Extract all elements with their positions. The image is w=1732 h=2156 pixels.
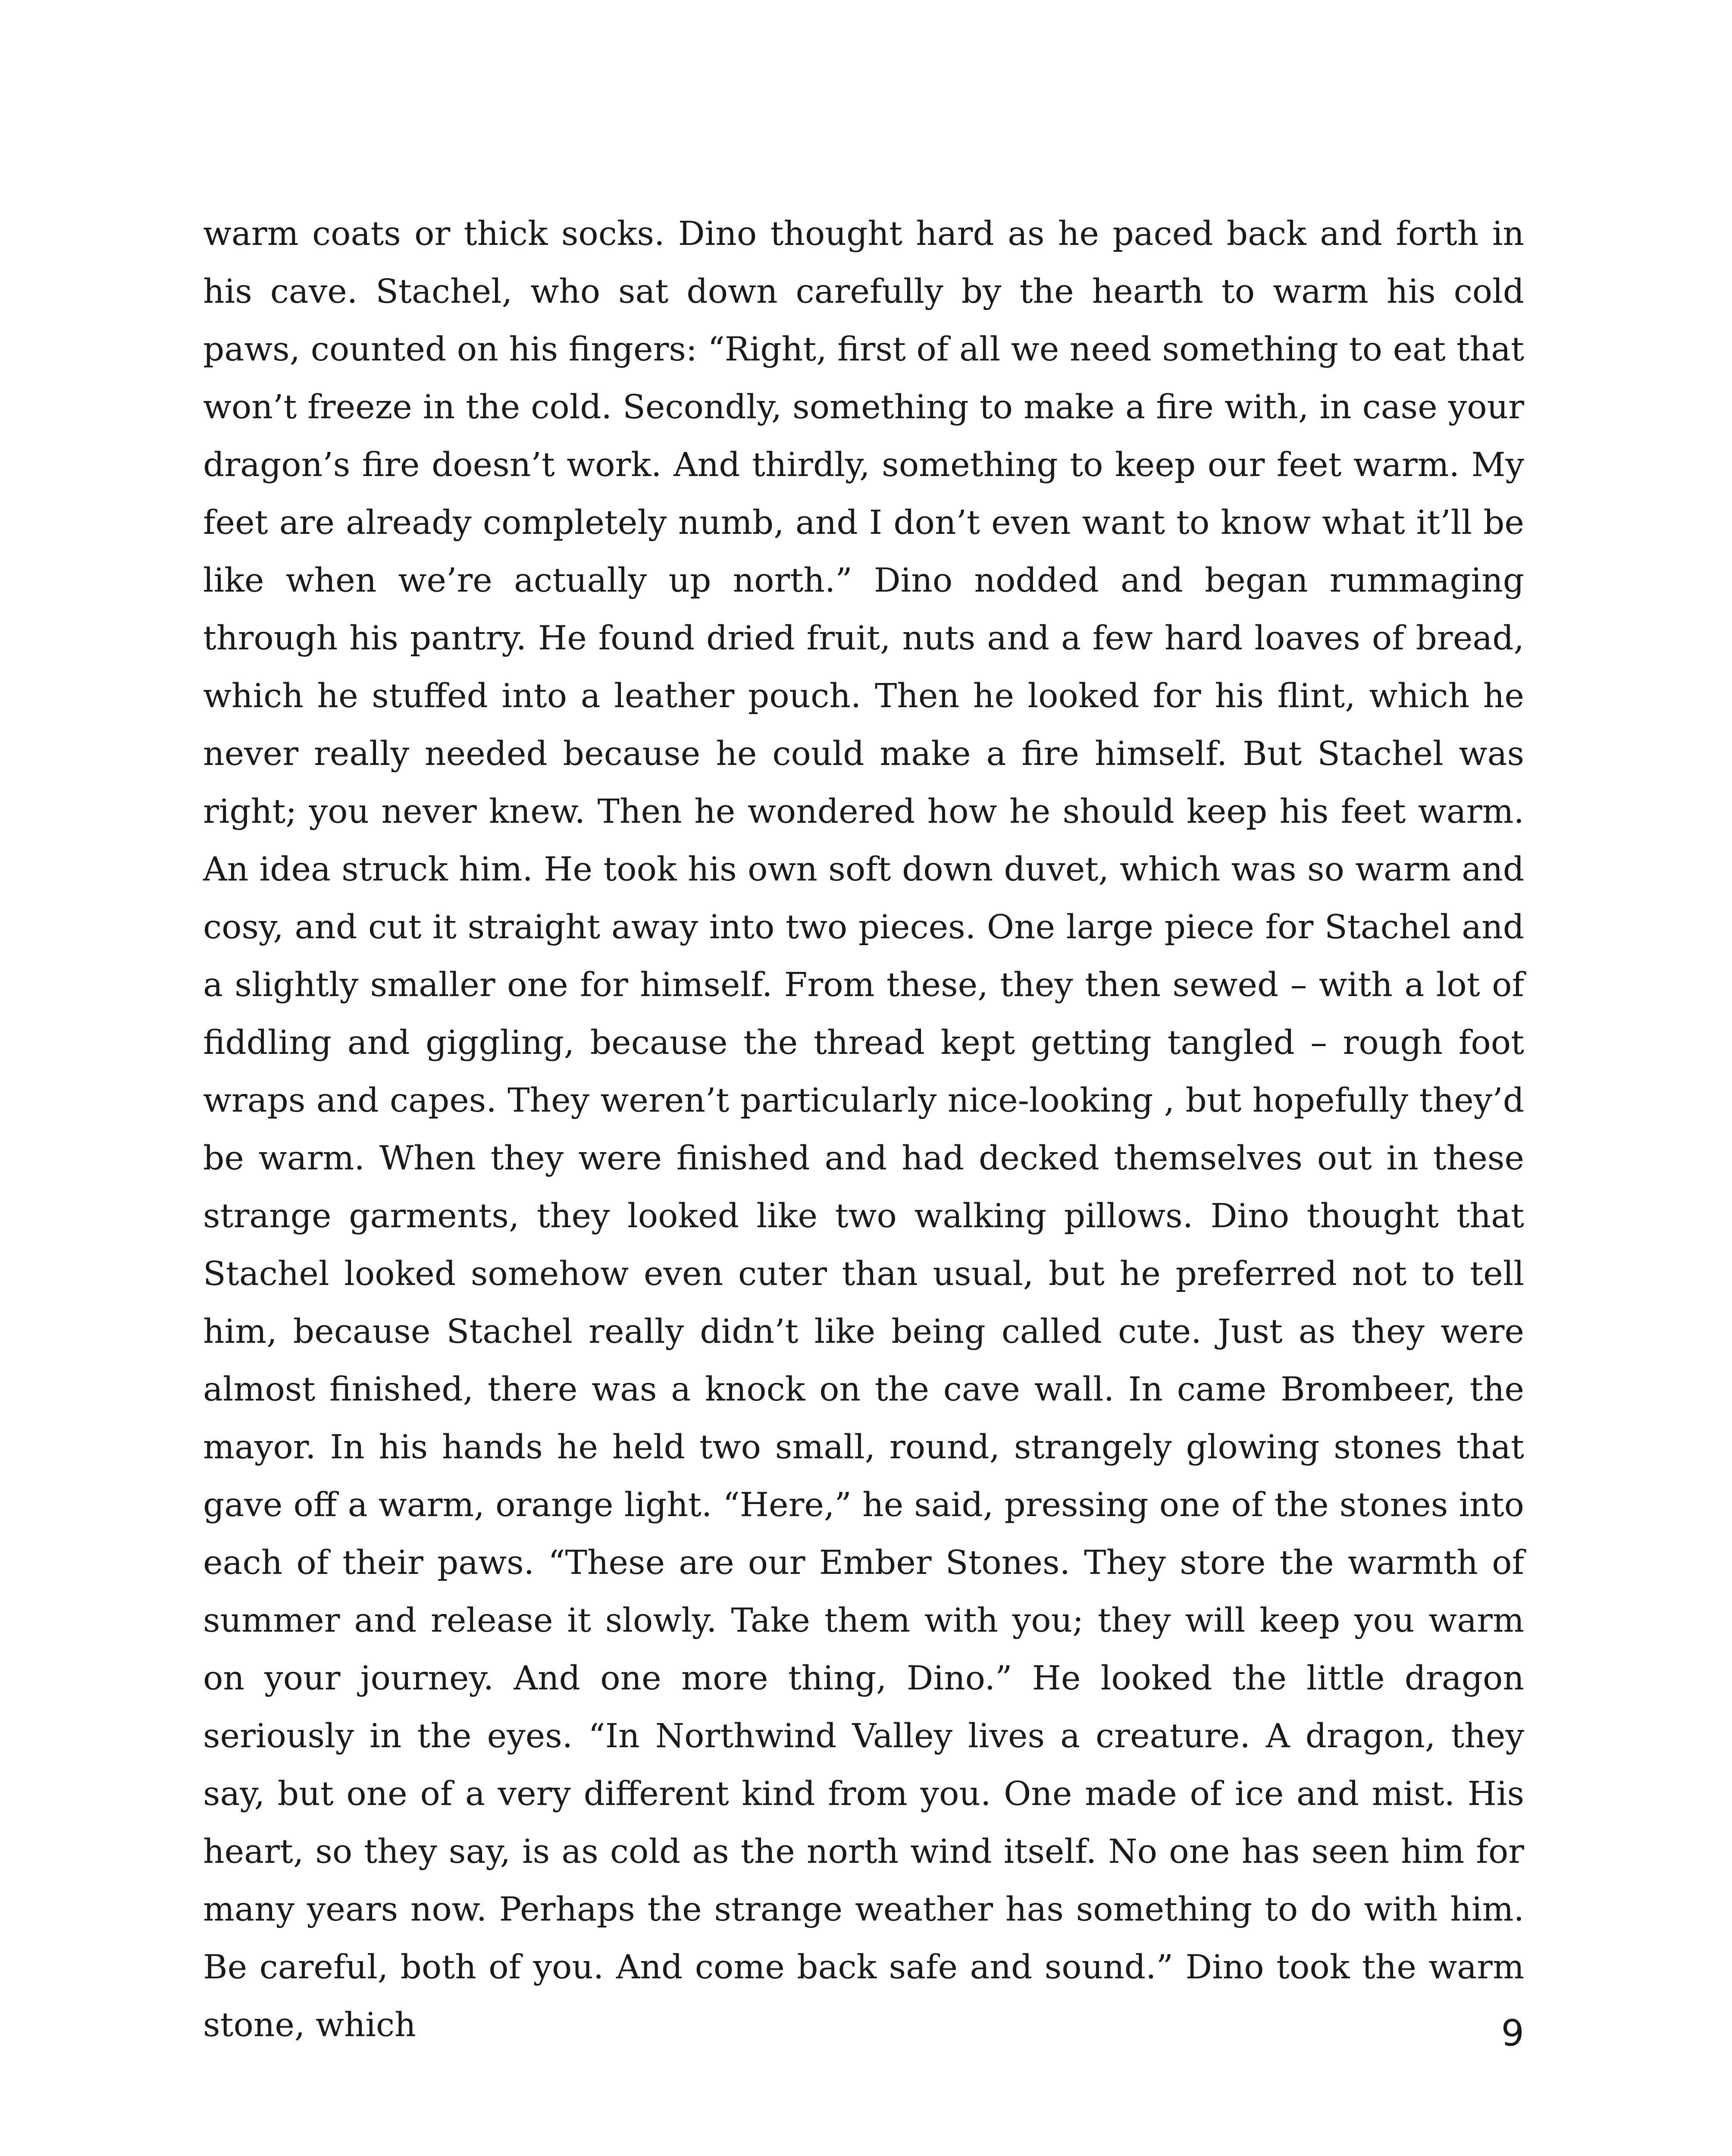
page-number: 9	[1501, 2012, 1524, 2054]
body-text: warm coats or thick socks. Dino thought hard as he paced back and forth in his cave. Stachel, who sat down carefully by the hearth to warm his cold paws, counted on his fingers: “Right, first of all we need something to eat that won’t freeze in the cold. Secondly, something to make a fire with, in case your dragon’s fire doesn’t work. And thirdly, something to keep our feet warm. My feet are already completely numb, and I don’t even want to know what it’ll be like when we’re actually up north.” Dino nodded and began rummaging through his pantry. He found dried fruit, nuts and a few hard loaves of bread, which he stuffed into a leather pouch. Then he looked for his flint, which he never really needed because he could make a fire himself. But Stachel was right; you never knew. Then he wondered how he should keep his feet warm. An idea struck him. He took his own soft down duvet, which was so warm and cosy, and cut it straight away into two pieces. One large piece for Stachel and a slightly smaller one for himself. From these, they then sewed – with a lot of fiddling and giggling, because the thread kept getting tangled – rough foot wraps and capes. They weren’t particularly nice-looking , but hopefully they’d be warm. When they were finished and had decked themselves out in these strange garments, they looked like two walking pillows. Dino thought that Stachel looked somehow even cuter than usual, but he preferred not to tell him, because Stachel really didn’t like being called cute. Just as they were almost finished, there was a knock on the cave wall. In came Brombeer, the mayor. In his hands he held two small, round, strangely glowing stones that gave off a warm, orange light. “Here,” he said, pressing one of the stones into each of their paws. “These are our Ember Stones. They store the warmth of summer and release it slowly. Take them with you; they will keep you warm on your journey. And one more thing, Dino.” He looked the little dragon seriously in the eyes. “In Northwind Valley lives a creature. A dragon, they say, but one of a very different kind from you. One made of ice and mist. His heart, so they say, is as cold as the north wind itself. No one has seen him for many years now. Perhaps the strange weather has something to do with him. Be careful, both of you. And come back safe and sound.” Dino took the warm stone, which	[203, 215, 1524, 2044]
